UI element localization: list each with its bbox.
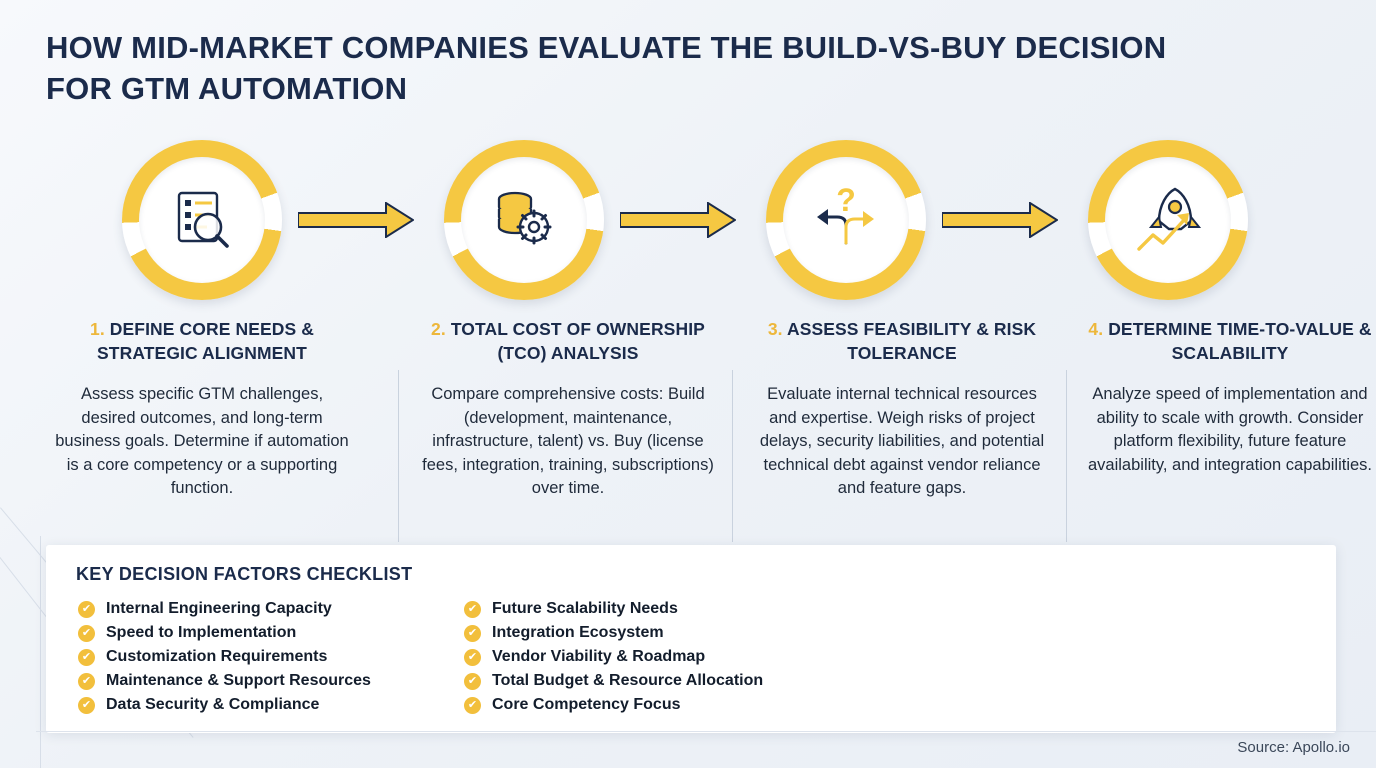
step-2-heading-text: TOTAL COST OF OWNERSHIP (TCO) ANALYSIS [450, 319, 705, 363]
step-2-body: Compare comprehensive costs: Build (development, maintenance, infrastructure, talent) vs. Buy (license fees, integration, training, subscriptions) over time. [422, 385, 714, 497]
checklist-magnifier-icon [139, 157, 265, 283]
checklist-item-label: Core Competency Focus [492, 696, 681, 713]
step-4-heading [1080, 318, 1376, 365]
checklist-item-label: Speed to Implementation [106, 624, 297, 641]
svg-text:?: ? [836, 183, 856, 218]
checklist-item [78, 669, 371, 693]
checklist-item-label: Customization Requirements [106, 648, 328, 665]
step-1-icon-badge [122, 140, 282, 300]
check-icon: ✔ [78, 601, 95, 618]
checklist-item [464, 669, 763, 693]
checklist-column-right [464, 597, 763, 717]
step-2-heading [418, 318, 718, 365]
step-3-icon-badge [766, 140, 926, 300]
checklist-item-label: Data Security & Compliance [106, 696, 320, 713]
step-1-number: 1. [90, 319, 105, 339]
step-3-heading [752, 318, 1052, 365]
arrow-1-to-2 [298, 202, 414, 238]
check-icon: ✔ [464, 697, 481, 714]
check-icon: ✔ [464, 673, 481, 690]
step-2-caption [418, 318, 718, 500]
check-icon: ✔ [78, 673, 95, 690]
check-icon: ✔ [78, 649, 95, 666]
step-4-heading-text: DETERMINE TIME-TO-VALUE & SCALABILITY [1108, 319, 1372, 363]
check-icon: ✔ [464, 601, 481, 618]
checklist-item [464, 597, 763, 621]
checklist-item [78, 645, 371, 669]
step-3-body: Evaluate internal technical resources and expertise. Weigh risks of project delays, security liabilities, and potential technical debt against vendor reliance and feature gaps. [759, 385, 1045, 497]
checklist-item [464, 621, 763, 645]
arrow-3-to-4 [942, 202, 1058, 238]
checklist-item [78, 597, 371, 621]
caption-divider [1066, 370, 1067, 542]
step-3-caption [752, 318, 1052, 500]
caption-divider [732, 370, 733, 542]
checklist-item [78, 621, 371, 645]
checklist-column-left [78, 597, 371, 717]
caption-divider [398, 370, 399, 542]
checklist-item [464, 645, 763, 669]
question-arrows-icon [783, 157, 909, 283]
steps-caption-row [46, 318, 1373, 546]
checklist-item-label: Integration Ecosystem [492, 624, 664, 641]
checklist-item-label: Maintenance & Support Resources [106, 672, 371, 689]
step-4-body: Analyze speed of implementation and ability to scale with growth. Consider platform flexibility, future feature availability, and integration capabilities. [1087, 385, 1373, 474]
coins-gear-icon [461, 157, 587, 283]
steps-icon-row [46, 140, 1336, 300]
checklist-title: KEY DECISION FACTORS CHECKLIST [76, 564, 413, 584]
footer-divider [36, 731, 1376, 732]
step-2-icon-badge [444, 140, 604, 300]
page-title: HOW MID-MARKET COMPANIES EVALUATE THE BUILD-VS-BUY DECISION FOR GTM AUTOMATION [46, 30, 1167, 106]
check-icon: ✔ [464, 625, 481, 642]
step-2-number: 2. [431, 319, 446, 339]
checklist-item-label: Vendor Viability & Roadmap [492, 648, 706, 665]
rocket-growth-icon [1105, 157, 1231, 283]
step-4-icon-badge [1088, 140, 1248, 300]
step-1-heading [52, 318, 352, 365]
source-attribution: Source: Apollo.io [1237, 739, 1350, 756]
check-icon: ✔ [78, 697, 95, 714]
step-1-body: Assess specific GTM challenges, desired outcomes, and long-term business goals. Determine if automation is a core competency or a supporting function. [55, 385, 349, 497]
step-1-caption [52, 318, 352, 500]
checklist-item-label: Future Scalability Needs [492, 600, 678, 617]
step-3-number: 3. [767, 319, 783, 339]
arrow-2-to-3 [620, 202, 736, 238]
key-decision-factors-panel [46, 545, 1336, 733]
step-4-caption [1080, 318, 1376, 477]
decorative-line [40, 536, 41, 768]
checklist-item [78, 693, 371, 717]
checklist-item-label: Internal Engineering Capacity [106, 600, 332, 617]
step-1-heading-text: DEFINE CORE NEEDS & STRATEGIC ALIGNMENT [97, 319, 314, 363]
check-icon: ✔ [78, 625, 95, 642]
checklist-item-label: Total Budget & Resource Allocation [492, 672, 764, 689]
checklist-item [464, 693, 763, 717]
step-4-number: 4. [1088, 319, 1104, 339]
check-icon: ✔ [464, 649, 481, 666]
step-3-heading-text: ASSESS FEASIBILITY & RISK TOLERANCE [786, 319, 1037, 363]
